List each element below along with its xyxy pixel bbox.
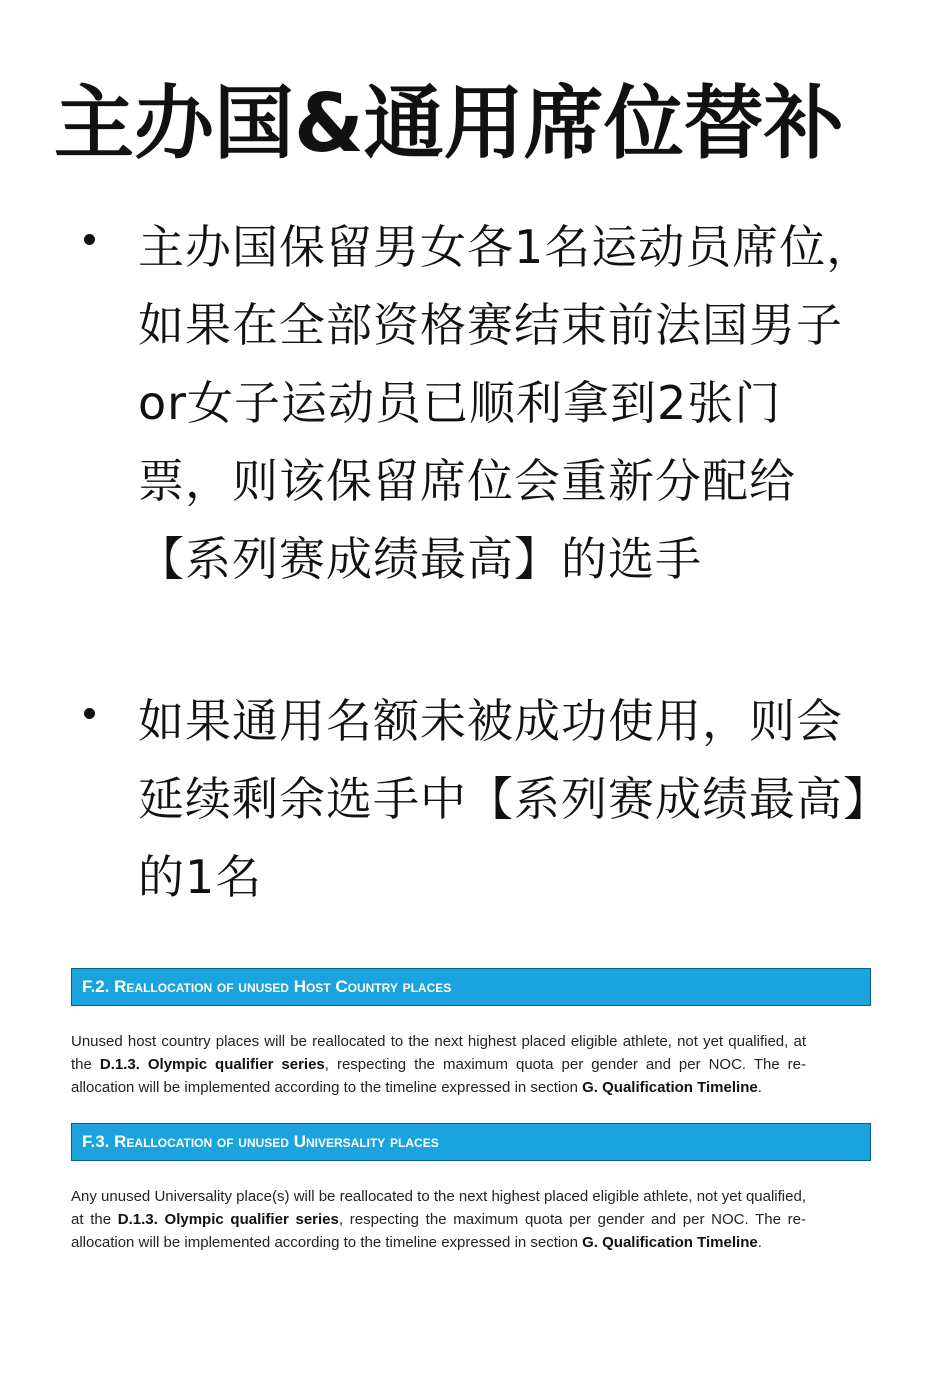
reference-qualification-timeline: G. Qualification Timeline: [582, 1079, 758, 1096]
paragraph-text: .: [757, 1234, 762, 1251]
bullet-text: 主办国保留男女各1名运动员席位，如果在全部资格赛结束前法国男子or女子运动员已顺利拿到2张门票，则该保留席位会重新分配给【系列赛成绩最高】的选手: [138, 220, 874, 586]
paragraph-text: , respecting the maximum quota per gender and per NOC. The re-allocation will be implemented according to the timeline expressed in section: [71, 1211, 806, 1251]
bullet-item: [84, 682, 874, 916]
paragraph-text: .: [757, 1079, 762, 1096]
bullet-dot-icon: [84, 708, 95, 719]
section-number: F.2.: [82, 977, 110, 996]
reference-qualifier-series: D.1.3. Olympic qualifier series: [99, 1056, 325, 1073]
reference-qualifier-series: D.1.3. Olympic qualifier series: [117, 1211, 339, 1228]
paragraph-text: Any unused Universality place(s) will be reallocated to the next highest placed eligible athlete, not yet qualified, at the: [71, 1188, 806, 1228]
section-header-f2: [71, 968, 871, 1006]
section-heading: Reallocation of unused Universality places: [114, 1132, 439, 1151]
paragraph-text: , respecting the maximum quota per gender and per NOC. The re-allocation will be implemented according to the timeline expressed in section: [71, 1056, 806, 1096]
section-number: F.3.: [82, 1132, 110, 1151]
section-paragraph-f2: [71, 1030, 806, 1099]
bullet-text: 如果通用名额未被成功使用，则会延续剩余选手中【系列赛成绩最高】的1名: [138, 694, 867, 904]
section-heading: Reallocation of unused Host Country places: [114, 977, 452, 996]
page-title: 主办国&通用席位替补: [54, 77, 844, 170]
section-paragraph-f3: [71, 1185, 806, 1254]
bullet-dot-icon: [84, 234, 95, 245]
bullet-item: [84, 208, 874, 598]
reference-qualification-timeline: G. Qualification Timeline: [582, 1234, 758, 1251]
section-header-f3: [71, 1123, 871, 1161]
paragraph-text: Unused host country places will be reallocated to the next highest placed eligible athlete, not yet qualified, at the: [71, 1033, 806, 1073]
